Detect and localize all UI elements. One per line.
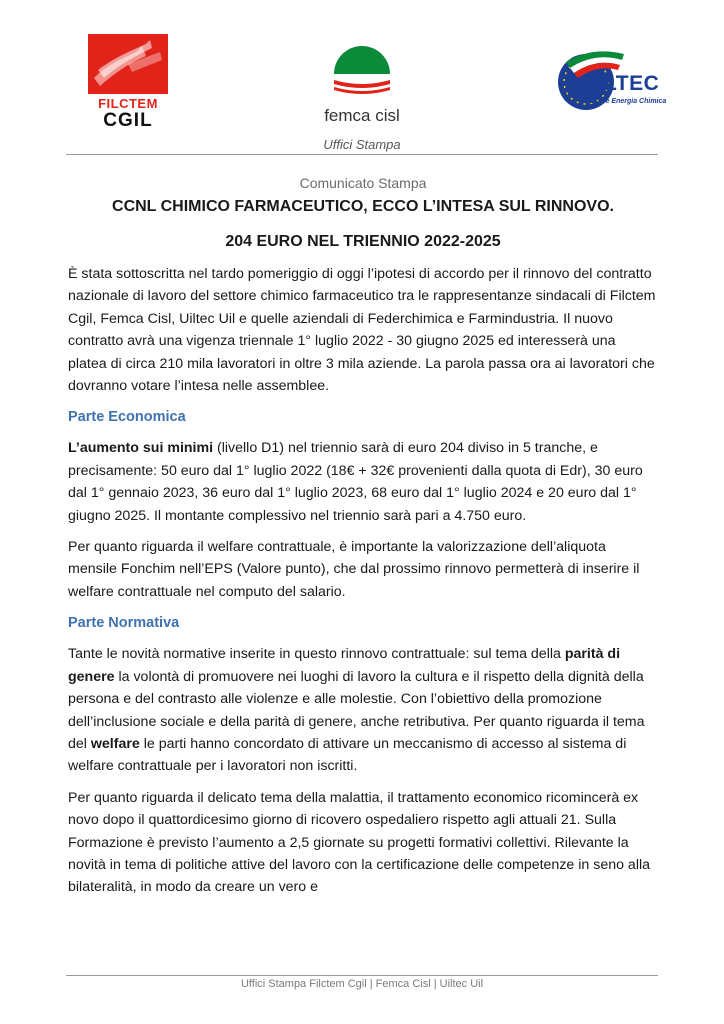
femca-cisl-logo: [312, 40, 412, 130]
filctem-wordmark: FILCTEM: [98, 96, 158, 111]
welfare-paragraph: Per quanto riguarda il welfare contrattuale, è importante la valorizzazione dell’aliquota mensile Fonchim nell’EPS (Valore punto), che dal prossimo rinnovo permetterà di inserire il welfare contrattuale nel computo del salario.: [68, 539, 640, 600]
section-heading-normative: Parte Normativa: [68, 615, 180, 632]
article-title: CCNL CHIMICO FARMACEUTICO, ECCO L’INTESA SUL RINNOVO.: [112, 198, 614, 215]
uiltec-logo: [552, 44, 674, 124]
section-heading-economic: Parte Economica: [68, 409, 186, 426]
office-label: Uffici Stampa: [323, 137, 401, 152]
intro-paragraph: È stata sottoscritta nel tardo pomeriggio di oggi l’ipotesi di accordo per il rinnovo del contratto nazionale di lavoro del settore chimico farmaceutico tra le rappresentanze sindacali di Filctem Cgil, Femca Cisl, Uiltec Uil e quelle aziendali di Federchimica e Farmindustria. Il nuovo contratto avrà una vigenza triennale 1° luglio 2022 - 30 giugno 2025 ed interesserà una platea di circa 210 mila lavoratori in oltre 3 mila aziende. La parola passa ora ai lavoratori che dovranno votare l’intesa nelle assemblee.: [68, 266, 656, 395]
kicker: Comunicato Stampa: [299, 175, 427, 191]
article: [68, 173, 658, 899]
header-divider: [66, 154, 658, 155]
uiltec-wordmark: UILTEC: [582, 72, 660, 95]
illness-paragraph: Per quanto riguarda il delicato tema della malattia, il trattamento economico ricomincerà ex novo dopo il quattordicesimo giorno di ricovero ospedaliero rispetto agli attuali 21. Sulla Formazione è previsto l’aumento a 2,5 giornate su progetti formativi collettivi. Rilevante la novità in tema di politiche attive del lavoro con la certificazione delle competenze in seno alla bilateralità, in modo da creare un vero e: [68, 789, 651, 896]
economic-paragraph: [68, 437, 658, 527]
cgil-wordmark: CGIL: [103, 110, 153, 131]
economic-text: (livello D1) nel triennio sarà di euro 204 diviso in 5 tranche, e precisamente: 50 euro dal 1° luglio 2022 (18€ + 32€ provenienti dalla quota di Edr), 30 euro dal 1° gennaio 2023, 36 euro dal 1° luglio 2023, 68 euro dal 1° luglio 2024 e 20 euro dal 1° giugno 2025. Il montante complessivo nel triennio sarà pari a 4.750 euro.: [68, 440, 643, 524]
normative-text-b: la volontà di promuovere nei luoghi di lavoro la cultura e il rispetto della dignità della persona e del contrasto alle violenze e alle molestie. Con l’obiettivo della promozione dell’inclusione sociale e della parità di genere, anche retributiva. Per quanto riguarda il tema del: [68, 668, 645, 752]
normative-text-c: le parti hanno concordato di attivare un meccanismo di accesso al sistema di welfare contrattuale per i lavoratori non iscritti.: [68, 735, 627, 775]
economic-highlight: L’aumento sui minimi: [68, 440, 214, 457]
article-subtitle: 204 EURO NEL TRIENNIO 2022-2025: [225, 233, 501, 250]
normative-paragraph: [68, 643, 658, 777]
footer-divider: [66, 975, 658, 976]
normative-highlight-welfare: welfare: [90, 735, 140, 752]
normative-text-a: Tante le novità normative inserite in questo rinnovo contrattuale: sul tema della: [68, 646, 565, 663]
femca-emblem-icon: [312, 40, 412, 106]
normative-highlight-gender: parità di genere: [68, 646, 621, 685]
uiltec-tagline: Tessile Energia Chimica: [586, 98, 667, 105]
cgil-flag-icon: [88, 34, 168, 94]
filctem-cgil-logo: [88, 34, 168, 132]
femca-wordmark: femca cisl: [324, 106, 400, 125]
page-footer: Uffici Stampa Filctem Cgil | Femca Cisl | Uiltec Uil: [240, 978, 484, 990]
